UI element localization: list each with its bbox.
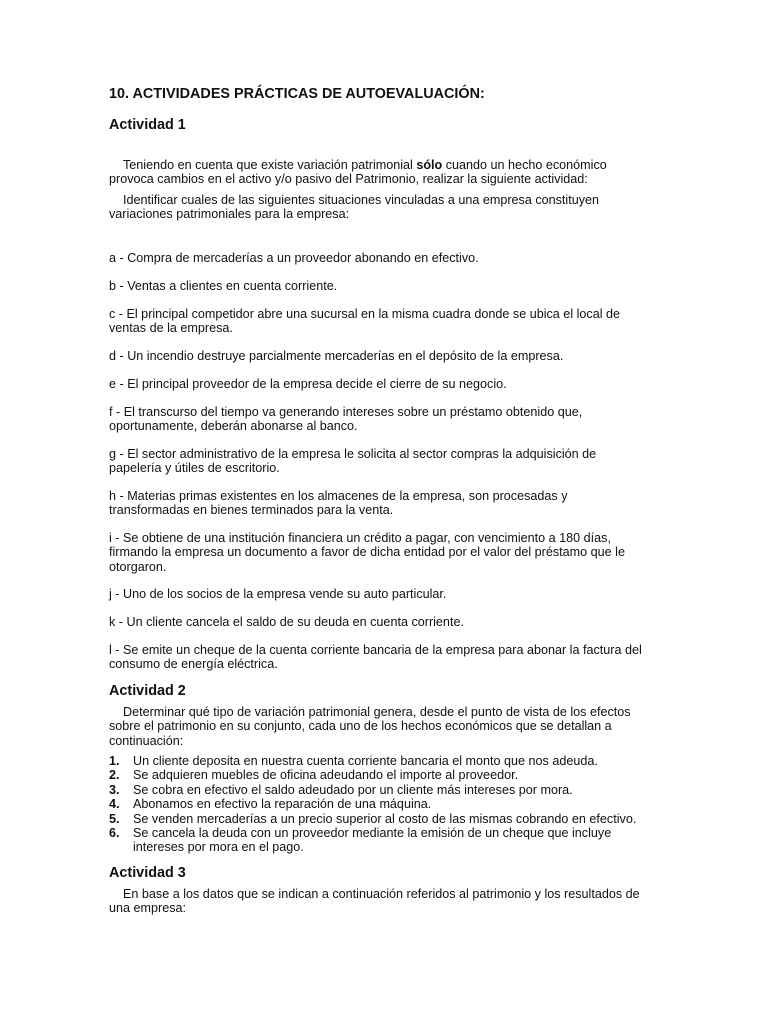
activity-1-intro-end: cuando un hecho económico provoca cambios en el activo y/o pasivo del Patrimonio, realizar la siguiente actividad: xyxy=(109,158,607,187)
activity-2-heading: Actividad 2 xyxy=(109,683,186,699)
list-item xyxy=(109,826,649,855)
list-item-text: Se cancela la deuda con un proveedor mediante la emisión de un cheque que incluye intereses por mora en el pago. xyxy=(133,826,612,855)
activity-2-intro: Determinar qué tipo de variación patrimonial genera, desde el punto de vista de los efectos sobre el patrimonio en su conjunto, cada uno de los hechos económicos que se detallan a continuación: xyxy=(109,705,631,748)
activity-1-item-g: g - El sector administrativo de la empresa le solicita al sector compras la adquisición de papelería y útiles de escritorio. xyxy=(109,447,597,476)
list-item-text: Abonamos en efectivo la reparación de una máquina. xyxy=(133,797,432,812)
list-item-text: Un cliente deposita en nuestra cuenta corriente bancaria el monto que nos adeuda. xyxy=(133,754,598,768)
list-item-number: 6. xyxy=(109,826,120,841)
activity-3-intro: En base a los datos que se indican a continuación referidos al patrimonio y los resultados de una empresa: xyxy=(109,887,640,916)
list-item-number: 5. xyxy=(109,811,120,826)
activity-1-item-j: j - Uno de los socios de la empresa vende su auto particular. xyxy=(109,587,447,601)
list-item-text: Se cobra en efectivo el saldo adeudado por un cliente más intereses por mora. xyxy=(133,782,573,797)
list-item-number: 4. xyxy=(109,797,120,812)
activity-1-intro-emphasis: sólo xyxy=(416,158,443,172)
activity-1-item-f: f - El transcurso del tiempo va generando intereses sobre un préstamo obtenido que, oportunamente, deberán abonarse al banco. xyxy=(109,405,583,434)
list-item xyxy=(109,812,649,826)
activity-1-item-l: l - Se emite un cheque de la cuenta corriente bancaria de la empresa para abonar la factura del consumo de energía eléctrica. xyxy=(109,643,642,672)
list-item xyxy=(109,754,649,768)
activity-1-item-b: b - Ventas a clientes en cuenta corriente. xyxy=(109,279,338,293)
activity-1-intro-start: Teniendo en cuenta que existe variación patrimonial xyxy=(123,158,417,172)
activity-1-item-a: a - Compra de mercaderías a un proveedor abonando en efectivo. xyxy=(109,251,479,265)
list-item-text: Se venden mercaderías a un precio superior al costo de las mismas cobrando en efectivo. xyxy=(133,811,637,826)
list-item-number: 2. xyxy=(109,768,120,783)
section-title: 10. ACTIVIDADES PRÁCTICAS DE AUTOEVALUACIÓN: xyxy=(109,86,485,102)
list-item xyxy=(109,768,649,782)
activity-1-instruction: Identificar cuales de las siguientes situaciones vinculadas a una empresa constituyen variaciones patrimoniales para la empresa: xyxy=(109,193,600,222)
activity-1-item-k: k - Un cliente cancela el saldo de su deuda en cuenta corriente. xyxy=(109,615,464,629)
list-item-text: Se adquieren muebles de oficina adeudando el importe al proveedor. xyxy=(133,768,519,783)
activity-1-heading: Actividad 1 xyxy=(109,117,186,133)
activity-1-item-e: e - El principal proveedor de la empresa decide el cierre de su negocio. xyxy=(109,377,507,391)
activity-1-item-i: i - Se obtiene de una institución financiera un crédito a pagar, con vencimiento a 180 días, firmando la empresa un documento a favor de dicha entidad por el valor del préstamo que le otorgaron. xyxy=(109,531,625,574)
activity-1-item-d: d - Un incendio destruye parcialmente mercaderías en el depósito de la empresa. xyxy=(109,349,564,363)
list-item-number: 3. xyxy=(109,782,120,797)
activity-1-item-h: h - Materias primas existentes en los almacenes de la empresa, son procesadas y transformadas en bienes terminados para la venta. xyxy=(109,489,568,518)
list-item xyxy=(109,797,649,811)
activity-3-heading: Actividad 3 xyxy=(109,865,186,881)
list-item xyxy=(109,783,649,797)
activity-1-item-c: c - El principal competidor abre una sucursal en la misma cuadra donde se ubica el local de ventas de la empresa. xyxy=(109,307,621,336)
activity-2-list xyxy=(109,754,649,855)
list-item-number: 1. xyxy=(109,754,120,768)
activity-1-intro xyxy=(109,158,649,187)
